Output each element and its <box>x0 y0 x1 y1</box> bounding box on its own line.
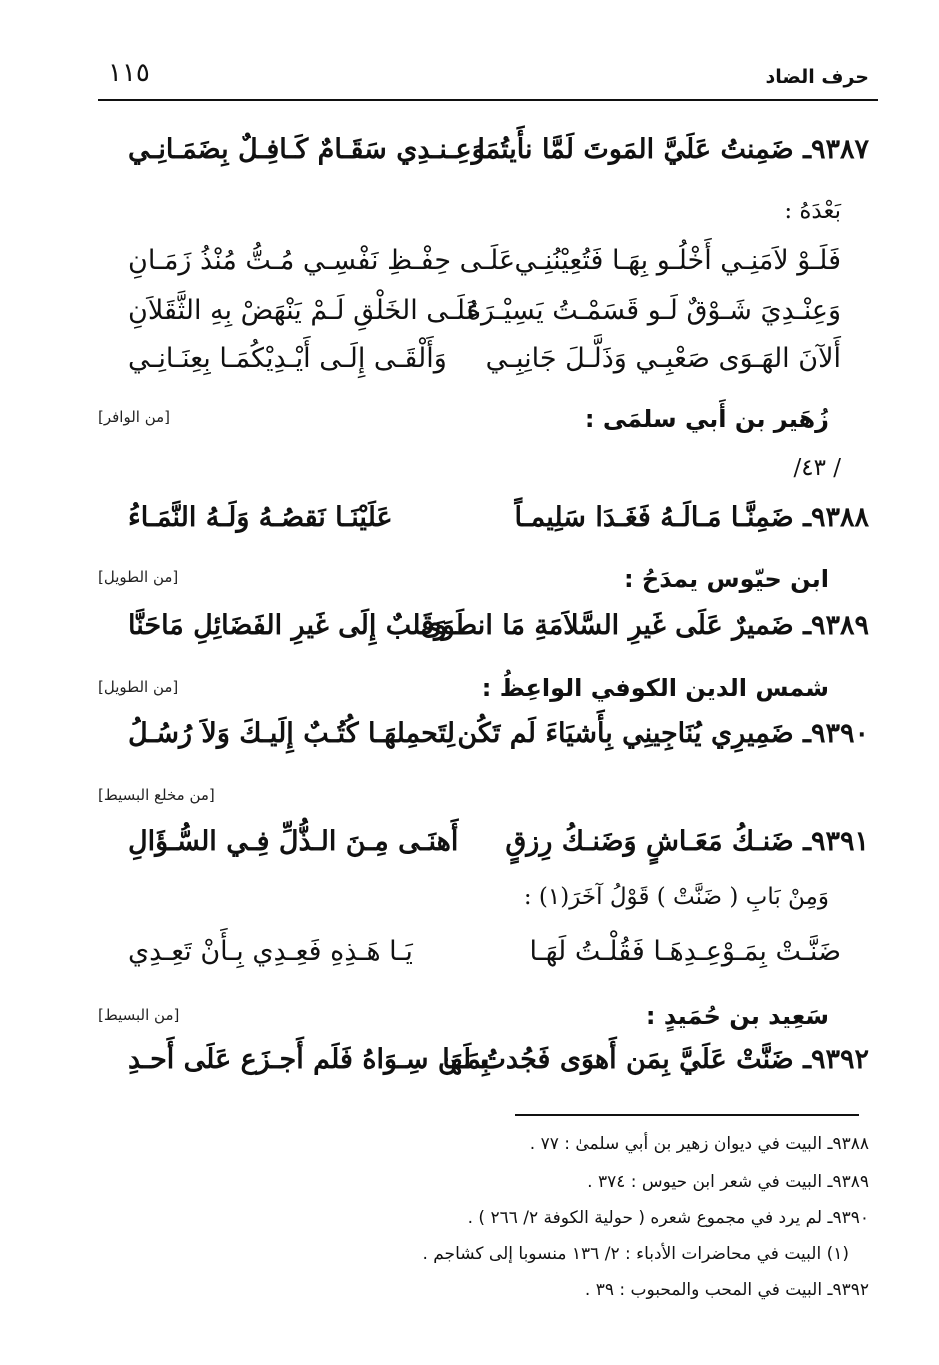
footnote-9392: ٩٣٩٢ـ البيت في المحب والمحبوب : ٣٩ . <box>584 1280 869 1300</box>
verse-9387-after-label: بَعْدَهُ : <box>784 198 841 224</box>
poet-9390: شمس الدين الكوفي الواعِظُ : <box>481 674 829 702</box>
verse-9391-second-hemistich: أَهنَـى مِـنَ الـذُّلِّ فِـي السُّـؤَالِ <box>128 826 459 857</box>
page-number: ١١٥ <box>108 58 150 88</box>
verse-9388-second-hemistich: عَلَيْنَـا نَقصُـهُ وَلَـهُ النَّمَـاءُ <box>128 502 393 533</box>
poet-9389: ابن حيّوس يمدَحُ : <box>623 565 829 593</box>
verse-9387-row3-left: وَأَلْقَـى إِلَـى أَيْـدِيْكُمَـا بِعِنَـانِـي <box>128 343 447 374</box>
verse-9392-second-hemistich: بِمَـن سِـوَاهُ فَلَم أَجـزَع عَلَى أَحـدِ <box>128 1044 490 1075</box>
verse-9387-row1-right: فَلَـوْ لاَمَنِـي أَخْلُـو بِهَـا فَتُعِيْنُنِـي <box>514 245 841 276</box>
meter-label-9388: [من الوافر] <box>98 408 171 426</box>
verse-9390-second-hemistich: لِتَحمِلهَـا كُتُـبٌ إِلَيـكَ وَلاَ رُسُـلُ <box>128 718 455 749</box>
verse-9390-first-hemistich: ٩٣٩٠ـ ضَمِيرِي يُنَاجِينِي بِأَشيَاءَ لَم تَكُن <box>457 718 869 749</box>
meter-label-9390: [من الطويل] <box>98 678 179 696</box>
ref-9388: / ٤٣/ <box>793 455 841 481</box>
verse-9387-second-hemistich: وَعِـنـدِي سَقَـامٌ كَـافِـلٌ بِضَمَـانِـي <box>128 134 485 165</box>
running-header-title: حرف الضاد <box>765 66 869 88</box>
footnote-9388: ٩٣٨٨ـ البيت في ديوان زهير بن أبي سلمىٰ : ٧٧ . <box>529 1134 869 1154</box>
verse-9391-row2-right: ضَنَّـتْ بِمَـوْعِـدِهَـا فَقُلْـتُ لَهَـا <box>529 936 841 967</box>
verse-9391-sub-label: وَمِنْ بَابِ ( ضَنَّتْ ) قَوْلُ آخَرَ(١) : <box>523 884 829 910</box>
verse-9389-second-hemistich: وَقَلبٌ إِلَى غَيرِ الفَضَائِلِ مَاحَنَّا <box>128 610 448 641</box>
header-divider <box>98 99 878 101</box>
verse-9387-row2-left: عَلَـى الخَلْقِ لَـمْ يَنْهَضْ بِهِ الثَّقَلاَنِ <box>128 295 482 326</box>
meter-label-9392: [من البسيط] <box>98 1006 180 1024</box>
footnote-1: (١) البيت في محاضرات الأدباء : ٢/ ١٣٦ منسوبا إلى كشاجم . <box>422 1244 849 1264</box>
verse-9388-first-hemistich: ٩٣٨٨ـ ضَمِنَّـا مَـالَـهُ فَغَـدَا سَلِيمـاً <box>514 502 869 533</box>
verse-9392-first-hemistich: ٩٣٩٢ـ ضَنَّتْ عَلَيَّ بِمَن أَهوَى فَجُدتُ لَهَا <box>442 1044 869 1075</box>
verse-9387-row2-right: وَعِنْـدِيَ شَـوْقٌ لَـو قَسَمْـتُ يَسِيْـرَهُ <box>466 295 841 326</box>
footnote-9390: ٩٣٩٠ـ لم يرد في مجموع شعره ( حولية الكوفة ٢/ ٢٦٦ ) . <box>467 1208 869 1228</box>
verse-9387-row3-right: أَلآنَ الهَـوَى صَعْبِـي وَذَلَّـلَ جَانِبِـي <box>485 343 841 374</box>
verse-9391-first-hemistich: ٩٣٩١ـ ضَنـكُ مَعَـاشٍ وَضَنـكُ رِزقٍ <box>505 826 869 857</box>
meter-label-9391: [من مخلع البسيط] <box>98 786 215 804</box>
verse-9387-row1-left: عَلَـى حِفْـظِ نَفْسِـي مُـتُّ مُنْذُ زَمَـانِ <box>128 245 516 276</box>
footnote-9389: ٩٣٨٩ـ البيت في شعر ابن حيوس : ٣٧٤ . <box>587 1172 869 1192</box>
meter-label-9389: [من الطويل] <box>98 568 179 586</box>
verse-9387-first-hemistich: ٩٣٨٧ـ ضَمِنتُ عَلَيَّ المَوتَ لَمَّا نأَيتُمَا <box>477 134 869 165</box>
poet-9392: سَعِيد بن حُمَيدٍ : <box>645 1002 829 1030</box>
verse-9389-first-hemistich: ٩٣٨٩ـ ضَميرٌ عَلَى غَيرِ السَّلاَمَةِ مَا انطَوَى <box>420 610 869 641</box>
footnote-divider <box>515 1114 859 1116</box>
poet-9388: زُهَير بن أَبي سلمَى : <box>584 405 829 433</box>
verse-9391-row2-left: يَـا هَـذِهِ فَعِـدِي بِـأَنْ تَعِـدِي <box>128 936 413 967</box>
